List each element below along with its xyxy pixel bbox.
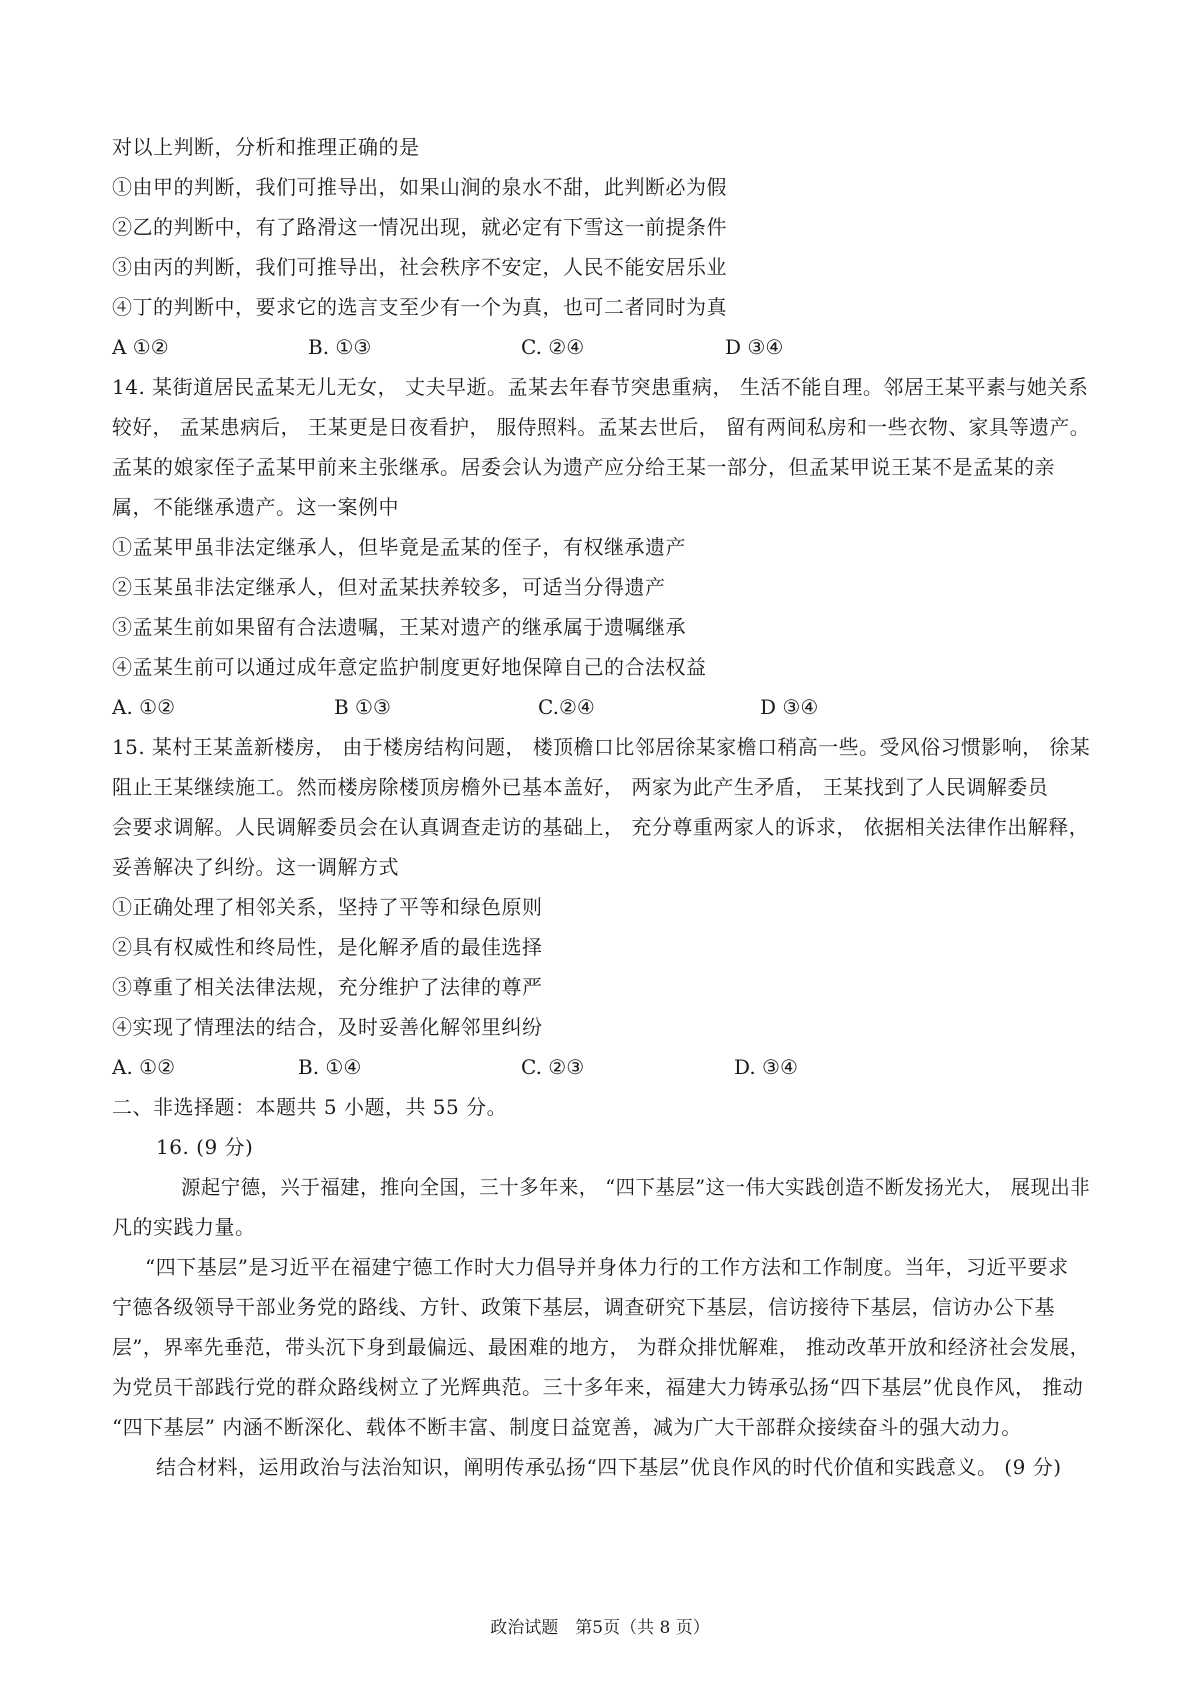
q14-stem-line-3: 孟某的娘家侄子孟某甲前来主张继承。居委会认为遗产应分给王某一部分，但孟某甲说王某不是孟某的亲 [112,455,1055,479]
q13-statement-2: ②乙的判断中，有了路滑这一情况出现，就必定有下雪这一前提条件 [112,215,727,239]
q15-stem-line-3: 会要求调解。人民调解委员会在认真调查走访的基础上， 充分尊重两家人的诉求， 依据相关法律作出解释， [112,815,1090,839]
q14-statement-4: ④孟某生前可以通过成年意定监护制度更好地保障自己的合法权益 [112,655,707,679]
q13-option-d: D ③④ [725,335,784,359]
q14-stem-line-4: 属，不能继承遗产。这一案例中 [112,495,399,519]
q16-para1-line-1: 源起宁德，兴于福建，推向全国，三十多年来， “四下基层”这一伟大实践创造不断发扬光大， 展现出非 [181,1175,1091,1199]
q14-stem-line-2: 较好， 孟某患病后， 王某更是日夜看护， 服侍照料。孟某去世后， 留有两间私房和一些衣物、家具等遗产。 [112,415,1090,439]
q15-option-a: A. ①② [112,1055,176,1079]
q16-number: 16. (9 分) [156,1135,254,1159]
q13-prompt: 对以上判断，分析和推理正确的是 [112,135,420,159]
q15-statement-3: ③尊重了相关法律法规，充分维护了法律的尊严 [112,975,543,999]
q16-para2-line-1: “四下基层”是习近平在福建宁德工作时大力倡导并身体力行的工作方法和工作制度。当年，习近平要求 [145,1255,1069,1279]
q14-option-c: C.②④ [538,695,595,719]
q16-para2-line-4: 为党员干部践行党的群众路线树立了光辉典范。三十多年来，福建大力铸承弘扬“四下基层”优良作风， 推动 [112,1375,1084,1399]
q14-option-a: A. ①② [112,695,176,719]
q16-para2-line-5: “四下基层” 内涵不断深化、载体不断丰富、制度日益宽善，减为广大干部群众接续奋斗的强大动力。 [112,1415,1022,1439]
q15-statement-1: ①正确处理了相邻关系，坚持了平等和绿色原则 [112,895,543,919]
q15-stem-line-4: 妥善解决了纠纷。这一调解方式 [112,855,399,879]
q15-option-d: D. ③④ [734,1055,798,1079]
page-footer: 政治试题 第5页（共 8 页） [490,1618,710,1638]
q15-option-c: C. ②③ [521,1055,585,1079]
q13-statement-3: ③由丙的判断，我们可推导出，社会秩序不安定，人民不能安居乐业 [112,255,727,279]
q13-options [112,334,1112,360]
q15-statement-2: ②具有权威性和终局性，是化解矛盾的最佳选择 [112,935,543,959]
q16-para1-line-2: 凡的实践力量。 [112,1215,256,1239]
q14-option-d: D ③④ [760,695,819,719]
q14-stem-line-1: 14. 某街道居民孟某无儿无女， 丈夫早逝。孟某去年春节突患重病， 生活不能自理。邻居王某平素与她关系 [112,375,1089,399]
q16-task: 结合材料，运用政治与法治知识，阐明传承弘扬“四下基层”优良作风的时代价值和实践意义。 (9 分) [156,1455,1062,1479]
q15-stem-line-2: 阻止王某继续施工。然而楼房除楼顶房檐外已基本盖好， 两家为此产生矛盾， 王某找到了人民调解委员 [112,775,1049,799]
q13-option-a: A ①② [112,335,169,359]
q14-statement-1: ①孟某甲虽非法定继承人，但毕竟是孟某的侄子，有权继承遗产 [112,535,686,559]
q13-option-c: C. ②④ [521,335,585,359]
q16-para2-line-2: 宁德各级领导干部业务党的路线、方针、政策下基层，调查研究下基层，信访接待下基层，信访办公下基 [112,1295,1055,1319]
q15-options [112,1054,1112,1080]
q15-option-b: B. ①④ [298,1055,362,1079]
q13-option-b: B. ①③ [308,335,372,359]
section-heading: 二、非选择题：本题共 5 小题，共 55 分。 [112,1095,508,1119]
q13-statement-4: ④丁的判断中，要求它的选言支至少有一个为真，也可二者同时为真 [112,295,727,319]
q16-para2-line-3: 层”，界率先垂范，带头沉下身到最偏远、最困难的地方， 为群众排忧解难， 推动改革开放和经济社会发展， [112,1335,1090,1359]
q15-stem-line-1: 15. 某村王某盖新楼房， 由于楼房结构问题， 楼顶檐口比邻居徐某家檐口稍高一些。受风俗习惯影响， 徐某 [112,735,1091,759]
q14-option-b: B ①③ [334,695,391,719]
q15-statement-4: ④实现了情理法的结合，及时妥善化解邻里纠纷 [112,1015,543,1039]
q14-options [112,694,1112,720]
q14-statement-3: ③孟某生前如果留有合法遗嘱，王某对遗产的继承属于遗嘱继承 [112,615,686,639]
q14-statement-2: ②玉某虽非法定继承人，但对孟某扶养较多，可适当分得遗产 [112,575,666,599]
q13-statement-1: ①由甲的判断，我们可推导出，如果山涧的泉水不甜，此判断必为假 [112,175,727,199]
